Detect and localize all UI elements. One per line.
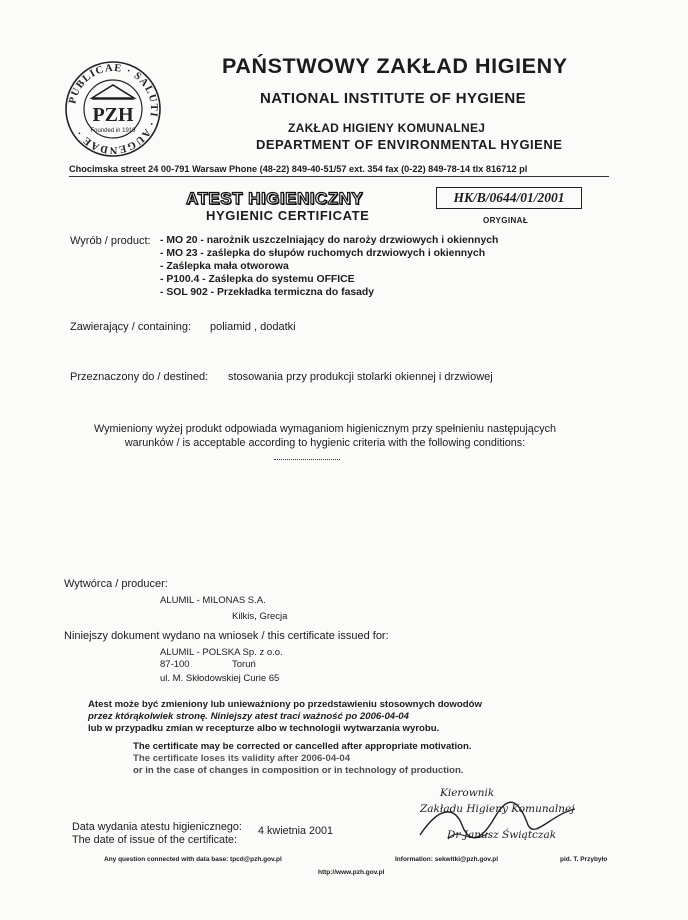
issue-date-label-pl: Data wydania atestu higienicznego: [72,821,242,833]
note-line: The certificate may be corrected or cancelled after appropriate motivation. [133,741,472,752]
note-line: przez którąkolwiek stronę. Niniejszy atest traci ważność po 2006-04-04 [88,711,409,722]
producer-label: Wytwórca / producer: [64,578,168,590]
footer-initials: pid. T. Przybyło [560,856,608,863]
product-item: - SOL 902 - Przekładka termiczna do fasady [160,287,375,298]
certificate-title-en: HYGIENIC CERTIFICATE [206,208,370,223]
issue-date-label-en: The date of issue of the certificate: [72,834,238,846]
svg-text:Founded in 1918: Founded in 1918 [90,128,136,134]
signature-name: Dr Janusz Świątczak [447,829,557,841]
signature-title: Kierownik [440,787,495,799]
note-line: or in the case of changes in composition or in technology of production. [133,765,464,776]
pzh-logo [62,58,164,160]
certificate-number: HK/B/0644/01/2001 [436,187,582,209]
product-item: - Zaślepka mała otworowa [160,261,289,272]
note-line: The certificate loses its validity after 2006-04-04 [133,753,351,764]
footer-info-contact: Information: sekwitki@pzh.gov.pl [395,856,499,863]
signature-department: Zakładu Higieny Komunalnej [420,803,575,815]
issued-for-name: ALUMIL - POLSKA Sp. z o.o. [160,647,283,658]
conditions-line: Wymieniony wyżej produkt odpowiada wymaganiom higienicznym przy spełnieniu następujących [94,423,556,435]
handwritten-signature [400,795,590,850]
issued-for-postcode: 87-100 [160,659,190,670]
conditions-dotted-line [274,459,340,460]
containing-label: Zawierający / containing: [70,321,192,333]
original-stamp: ORYGINAŁ [483,216,529,225]
issue-date-value: 4 kwietnia 2001 [258,825,334,837]
footer-database-contact: Any question connected with data base: tpcd@pzh.gov.pl [104,856,282,863]
institute-title-pl: PAŃSTWOWY ZAKŁAD HIGIENY [222,54,568,78]
issued-for-label: Niniejszy dokument wydano na wniosek / this certificate issued for: [64,630,389,642]
destined-label: Przeznaczony do / destined: [70,371,209,383]
issued-for-street: ul. M. Skłodowskiej Curie 65 [160,673,280,684]
product-item: - MO 23 - zaślepka do słupów ruchomych drzwiowych i okiennych [160,248,486,259]
producer-name: ALUMIL - MILONAS S.A. [160,595,266,606]
footer-website: http://www.pzh.gov.pl [318,869,385,876]
institute-address: Chocimska street 24 00-791 Warsaw Phone (48-22) 849-40-51/57 ext. 354 fax (0-22) 849-78-14 tlx 816712 pl [69,164,528,174]
destined-value: stosowania przy produkcji stolarki okiennej i drzwiowej [228,371,493,383]
note-line: Atest może być zmieniony lub unieważniony po przedstawieniu stosownych dowodów [88,699,482,710]
product-label: Wyrób / product: [70,235,151,247]
conditions-text [0,423,650,450]
producer-city: Kilkis, Grecja [232,611,288,622]
issued-for-city: Toruń [232,659,256,670]
note-line: lub w przypadku zmian w recepturze albo w technologii wytwarzania wyrobu. [88,723,440,734]
department-title-pl: ZAKŁAD HIGIENY KOMUNALNEJ [288,121,486,135]
conditions-line: warunków / is acceptable according to hygienic criteria with the following conditions: [124,436,526,449]
product-item: - MO 20 - narożnik uszczelniający do naroży drzwiowych i okiennych [160,235,499,246]
certificate-title-pl: ATEST HIGIENICZNY [186,189,364,208]
validity-notes-en [133,741,472,777]
header-divider [69,176,609,177]
svg-text:PUBLICAE · SALUTI · AUGENDAE ·: PUBLICAE · SALUTI · AUGENDAE · [67,62,160,156]
product-list [160,234,498,299]
department-title-en: DEPARTMENT OF ENVIRONMENTAL HYGIENE [256,137,563,152]
product-item: - P100.4 - Zaślepka do systemu OFFICE [160,274,355,285]
containing-value: poliamid , dodatki [210,321,296,333]
issue-date-labels [72,821,242,847]
svg-text:PZH: PZH [92,104,134,126]
validity-notes-pl [88,699,482,735]
institute-title-en: NATIONAL INSTITUTE OF HYGIENE [260,90,527,107]
